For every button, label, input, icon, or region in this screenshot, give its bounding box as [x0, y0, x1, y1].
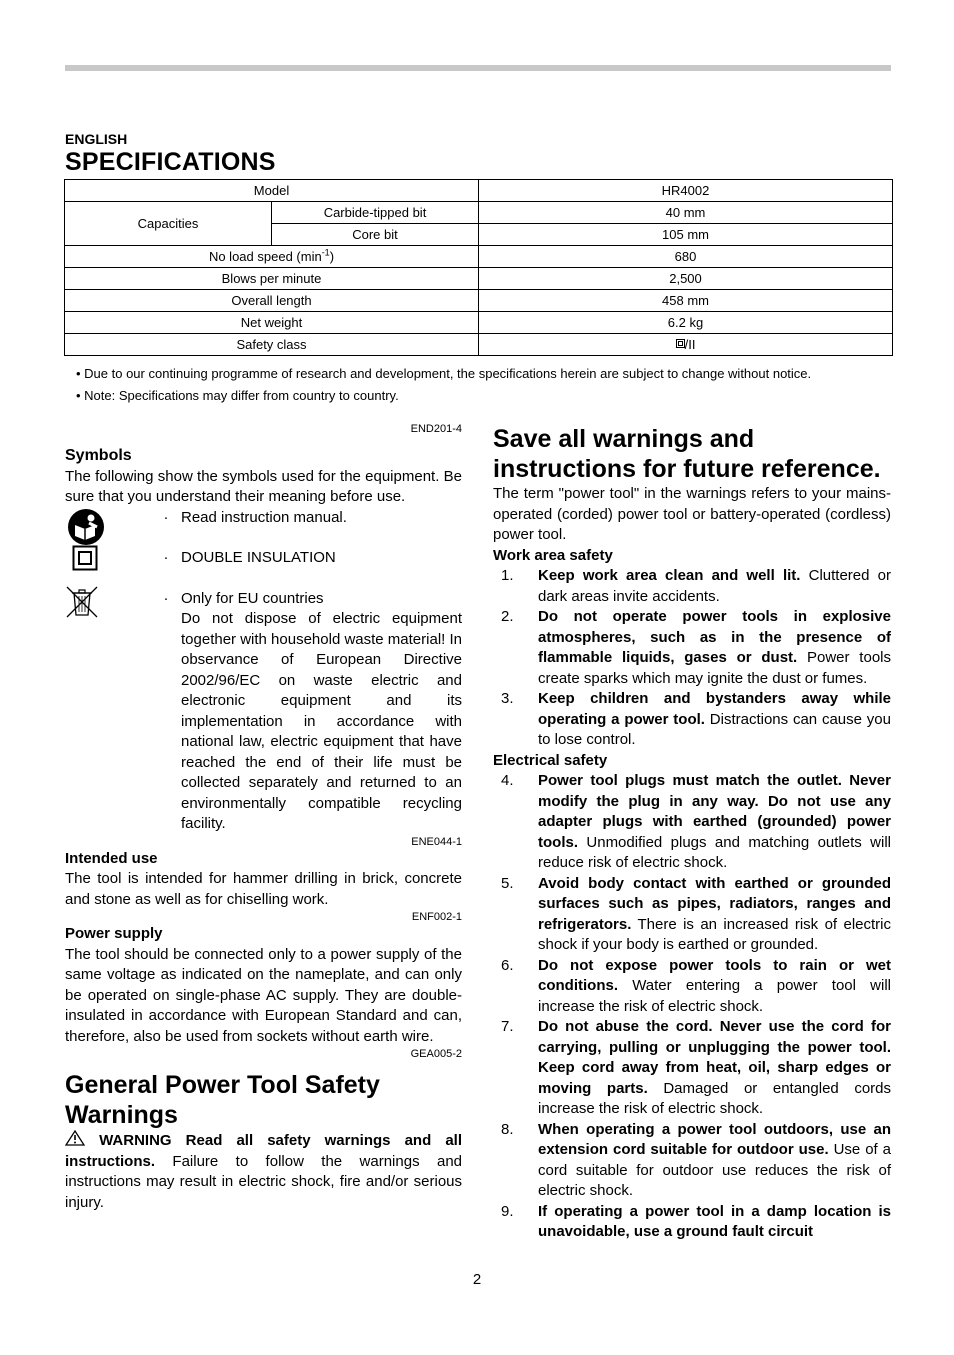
specifications-table: [64, 179, 893, 356]
symbol-row: [65, 508, 462, 548]
table-cell: Carbide-tipped bit: [272, 202, 479, 224]
item-bold: Keep work area clean and well lit.: [538, 567, 801, 584]
safety-class-value: /II: [684, 337, 696, 352]
item-bold: Do not abuse the cord. Never use the cord for carrying, pulling or unplugging the power tool. Keep cord away from heat, oil, sharp edges or moving parts.: [538, 1018, 891, 1097]
noload-label: No load speed (min: [208, 249, 322, 264]
item-number: 4.: [501, 772, 514, 789]
read-manual-icon: [67, 508, 105, 546]
table-row: [65, 268, 893, 290]
list-item: [493, 956, 891, 1018]
symbol-description: Read instruction manual.: [181, 508, 347, 526]
list-item: [493, 1017, 891, 1120]
table-cell: [65, 246, 479, 268]
noload-close: ): [329, 249, 335, 264]
item-number: 1.: [501, 567, 514, 584]
item-bold: If operating a power tool in a damp location is unavoidable, use a ground fault circuit: [538, 1202, 891, 1240]
list-item: [493, 874, 891, 956]
electrical-safety-list: [493, 771, 891, 1243]
item-text: There is an increased risk of electric shock if your body is earthed or grounded.: [538, 915, 891, 953]
warning-triangle-icon: [65, 1130, 85, 1146]
table-cell: Safety class: [65, 334, 479, 356]
item-text: Damaged or entangled cords increase the risk of electric shock.: [538, 1079, 892, 1117]
list-item: [493, 1202, 891, 1243]
table-cell: Core bit: [272, 224, 479, 246]
bullet: ·: [163, 548, 169, 566]
table-cell: Blows per minute: [65, 268, 479, 290]
language-label: ENGLISH: [65, 131, 128, 147]
power-supply-heading: Power supply: [65, 925, 163, 942]
list-item: [493, 1120, 891, 1202]
page-title: SPECIFICATIONS: [65, 148, 276, 176]
table-cell: 105 mm: [479, 224, 893, 246]
table-cell: Model: [65, 180, 479, 202]
section-code: END201-4: [410, 423, 462, 435]
item-number: 9.: [501, 1202, 514, 1220]
item-number: 8.: [501, 1120, 514, 1138]
left-column: [65, 422, 462, 1213]
power-supply-text: The tool should be connected only to a power supply of the same voltage as indicated on the nameplate, and can only be operated on single-phase AC supply. They are double-insulated in accordance with European Standard and can, therefore, also be used from sockets without earth wire.: [65, 945, 462, 1045]
item-number: 3.: [501, 690, 514, 707]
item-bold: Do not operate power tools in explosive atmospheres, such as in the presence of flammable liquids, gases or dust.: [538, 608, 891, 666]
note-item: • Note: Specifications may differ from country to country.: [76, 388, 399, 403]
work-area-list: [493, 566, 891, 751]
top-rule: [65, 65, 891, 71]
save-warnings-heading: Save all warnings and instructions for future reference.: [493, 425, 881, 483]
symbols-intro: The following show the symbols used for the equipment. Be sure that you understand their meaning before use.: [65, 467, 462, 505]
right-column: [493, 422, 891, 1243]
section-code: ENE044-1: [411, 835, 462, 848]
table-cell: 458 mm: [479, 290, 893, 312]
warning-paragraph: [65, 1130, 462, 1213]
item-text: Cluttered or dark areas invite accidents.: [538, 567, 891, 605]
warning-text: Failure to follow the warnings and instructions may result in electric shock, fire and/or serious injury.: [65, 1152, 462, 1211]
table-row: [65, 180, 893, 202]
table-cell: Overall length: [65, 290, 479, 312]
table-cell: Net weight: [65, 312, 479, 334]
intended-use-text: The tool is intended for hammer drilling in brick, concrete and stone as well as for chiselling work.: [65, 870, 462, 908]
section-code: GEA005-2: [410, 1048, 462, 1060]
eu-disposal-text: Do not dispose of electric equipment together with household waste material! In observance of European Directive 2002/96/EC on waste electric and electronic equipment and its implementation in accordance with national law, electric equipment that have reached the end of their life must be collected separately and returned to an environmentally compatible recycling facility.: [181, 610, 462, 832]
double-insulation-small-icon: [676, 339, 685, 349]
table-cell: 40 mm: [479, 202, 893, 224]
double-insulation-icon: [72, 545, 98, 571]
spec-notes: [76, 363, 811, 407]
item-text: Power tools create sparks which may ignite the dust or fumes.: [538, 649, 891, 687]
table-row: [65, 312, 893, 334]
item-bold: Power tool plugs must match the outlet. Never modify the plug in any way. Do not use any adapter plugs with earthed (grounded) power tools.: [538, 772, 891, 851]
table-cell: HR4002: [479, 180, 893, 202]
work-area-heading: Work area safety: [493, 546, 613, 564]
section-code: ENF002-1: [411, 911, 462, 923]
item-number: 5.: [501, 874, 514, 892]
warning-bold: WARNING Read all safety warnings and all instructions.: [65, 1132, 463, 1170]
table-row: [65, 202, 893, 224]
item-number: 2.: [501, 608, 514, 625]
electrical-safety-heading: Electrical safety: [493, 751, 608, 769]
item-number: 7.: [501, 1018, 514, 1035]
item-text: Water entering a power tool will increase the risk of electric shock.: [538, 977, 891, 1015]
table-cell: [479, 334, 893, 356]
table-cell: 680: [479, 246, 893, 268]
item-bold: Avoid body contact with earthed or grounded surfaces such as pipes, radiators, ranges and refrigerators.: [538, 874, 891, 933]
item-text: Unmodified plugs and matching outlets will reduce risk of electric shock.: [538, 833, 891, 871]
table-row: [65, 290, 893, 312]
general-safety-heading: General Power Tool Safety Warnings: [65, 1071, 380, 1129]
symbol-row: [65, 548, 462, 589]
item-text: Use of a cord suitable for outdoor use reduces the risk of electric shock.: [538, 1141, 892, 1199]
power-tool-definition: The term "power tool" in the warnings refers to your mains-operated (corded) power tool or battery-operated (cordless) power tool.: [493, 485, 891, 543]
symbol-row: [65, 589, 462, 835]
list-item: [493, 607, 891, 689]
noload-sup: -1: [321, 247, 330, 258]
list-item: [493, 771, 891, 874]
item-bold: Do not expose power tools to rain or wet conditions.: [538, 956, 891, 994]
note-item: • Due to our continuing programme of research and development, the specifications herein are subject to change without notice.: [76, 366, 812, 381]
page-number: 2: [472, 1271, 482, 1288]
table-row: [65, 246, 893, 268]
table-cell: 6.2 kg: [479, 312, 893, 334]
crossed-bin-icon: [65, 585, 99, 619]
table-row: [65, 334, 893, 356]
intended-use-heading: Intended use: [65, 849, 158, 867]
list-item: [493, 689, 891, 751]
item-text: Distractions can cause you to lose control.: [538, 710, 891, 748]
symbol-description: Only for EU countries: [181, 589, 324, 607]
symbol-description: DOUBLE INSULATION: [181, 548, 336, 566]
symbols-heading: Symbols: [65, 447, 132, 464]
item-number: 6.: [501, 956, 514, 974]
bullet: ·: [163, 508, 169, 526]
bullet: ·: [163, 589, 169, 607]
item-bold: When operating a power tool outdoors, use an extension cord suitable for outdoor use.: [538, 1120, 891, 1158]
table-cell: Capacities: [65, 202, 272, 246]
table-cell: 2,500: [479, 268, 893, 290]
list-item: [493, 566, 891, 607]
item-bold: Keep children and bystanders away while operating a power tool.: [538, 690, 891, 728]
